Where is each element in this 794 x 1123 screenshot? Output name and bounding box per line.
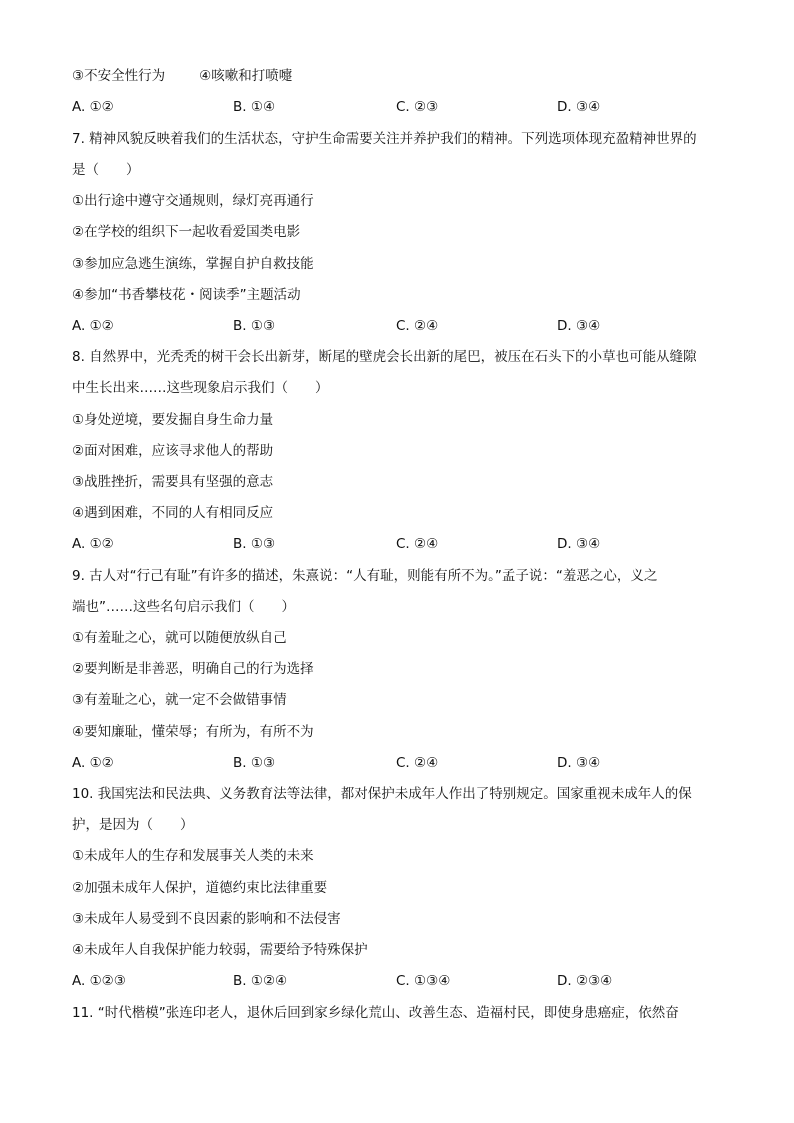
q10-item-3: ③未成年人易受到不良因素的影响和不法侵害: [72, 911, 341, 927]
q8-option-c[interactable]: C. ②④: [396, 536, 439, 552]
q8-stem-line-1: 8. 自然界中，光秃秃的树干会长出新芽，断尾的壁虎会长出新的尾巴，被压在石头下的小草也可能从缝隙: [72, 349, 697, 365]
q10-item-4: ④未成年人自我保护能力较弱，需要给予特殊保护: [72, 942, 368, 958]
q7-item-3: ③参加应急逃生演练，掌握自护自救技能: [72, 256, 314, 272]
q8-option-a[interactable]: A. ①②: [72, 536, 114, 552]
q7-item-4: ④参加“书香攀枝花・阅读季”主题活动: [72, 287, 301, 303]
q8-item-3: ③战胜挫折，需要具有坚强的意志: [72, 474, 274, 490]
prev-option-b[interactable]: B. ①④: [233, 99, 276, 115]
q7-item-1: ①出行途中遵守交通规则，绿灯亮再通行: [72, 193, 314, 209]
q7-stem-line-2: 是（ ）: [72, 162, 140, 178]
q8-item-4: ④遇到困难，不同的人有相同反应: [72, 505, 274, 521]
q7-option-b[interactable]: B. ①③: [233, 318, 276, 334]
q10-option-b[interactable]: B. ①②④: [233, 973, 288, 989]
q9-option-d[interactable]: D. ③④: [557, 755, 601, 771]
q10-item-2: ②加强未成年人保护，道德约束比法律重要: [72, 880, 328, 896]
q10-stem-line-2: 护，是因为（ ）: [72, 817, 194, 833]
q10-item-1: ①未成年人的生存和发展事关人类的未来: [72, 848, 314, 864]
prev-item-4: ④咳嗽和打喷嚏: [199, 68, 293, 84]
q8-item-1: ①身处逆境，要发掘自身生命力量: [72, 412, 274, 428]
q9-option-c[interactable]: C. ②④: [396, 755, 439, 771]
q9-item-3: ③有羞耻之心，就一定不会做错事情: [72, 692, 287, 708]
q9-stem-line-1: 9. 古人对“行己有耻”有许多的描述，朱熹说：“人有耻，则能有所不为。”孟子说：“羞恶之心，义之: [72, 568, 658, 584]
q8-option-d[interactable]: D. ③④: [557, 536, 601, 552]
q7-option-a[interactable]: A. ①②: [72, 318, 114, 334]
q7-option-d[interactable]: D. ③④: [557, 318, 601, 334]
q9-option-b[interactable]: B. ①③: [233, 755, 276, 771]
q9-stem-line-2: 端也”……这些名句启示我们（ ）: [72, 599, 295, 615]
q10-option-d[interactable]: D. ②③④: [557, 973, 613, 989]
q7-stem-line-1: 7. 精神风貌反映着我们的生活状态，守护生命需要关注并养护我们的精神。下列选项体现充盈精神世界的: [72, 131, 697, 147]
prev-option-c[interactable]: C. ②③: [396, 99, 439, 115]
prev-option-a[interactable]: A. ①②: [72, 99, 114, 115]
prev-item-3: ③不安全性行为: [72, 68, 166, 84]
q10-option-a[interactable]: A. ①②③: [72, 973, 126, 989]
q8-item-2: ②面对困难，应该寻求他人的帮助: [72, 443, 274, 459]
q10-stem-line-1: 10. 我国宪法和民法典、义务教育法等法律，都对保护未成年人作出了特别规定。国家重视未成年人的保: [72, 786, 692, 802]
q11-stem-line-1: 11. “时代楷模”张连印老人，退休后回到家乡绿化荒山、改善生态、造福村民，即使身患癌症，依然奋: [72, 1005, 679, 1021]
q8-stem-line-2: 中生长出来……这些现象启示我们（ ）: [72, 380, 329, 396]
prev-question-items: [72, 66, 292, 86]
q7-option-c[interactable]: C. ②④: [396, 318, 439, 334]
q10-option-c[interactable]: C. ①③④: [396, 973, 451, 989]
q9-option-a[interactable]: A. ①②: [72, 755, 114, 771]
q9-item-1: ①有羞耻之心，就可以随便放纵自己: [72, 630, 287, 646]
q8-option-b[interactable]: B. ①③: [233, 536, 276, 552]
q9-item-2: ②要判断是非善恶，明确自己的行为选择: [72, 661, 314, 677]
q9-item-4: ④要知廉耻，懂荣辱；有所为，有所不为: [72, 724, 314, 740]
q7-item-2: ②在学校的组织下一起收看爱国类电影: [72, 224, 301, 240]
prev-option-d[interactable]: D. ③④: [557, 99, 601, 115]
